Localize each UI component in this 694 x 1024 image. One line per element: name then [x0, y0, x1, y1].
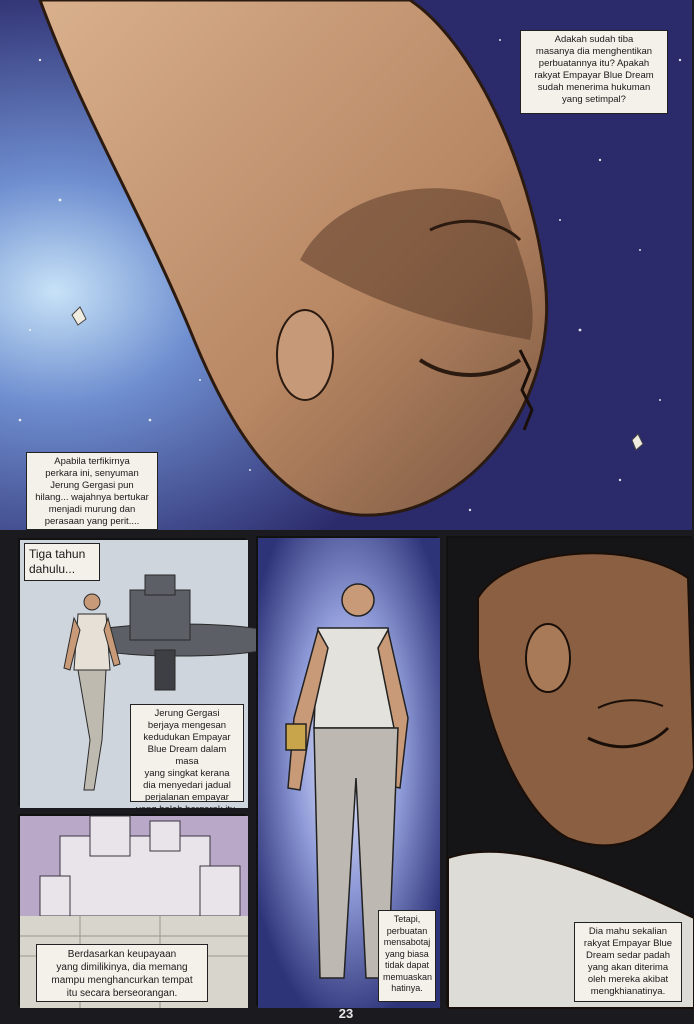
caption-closeup: Dia mahu sekalian rakyat Empayar Blue Dream sedar padah yang akan diterima oleh mereka akibat mengkhianatinya. [574, 922, 682, 1002]
walking-panel [18, 538, 246, 815]
caption-top-right: Adakah sudah tiba masanya dia menghentikan perbuatannya itu? Apakah rakyat Empayar Blue Dream sudah menerima hukuman yang setimpal? [520, 30, 668, 114]
city-panel [18, 814, 246, 1006]
page-number: 23 [338, 1006, 354, 1021]
caption-city: Berdasarkan keupayaan yang dimilikinya, dia memang mampu menghancurkan tempat itu secara berseorangan. [36, 944, 208, 1002]
caption-top-left: Apabila terfikirnya perkara ini, senyuman Jerung Gergasi pun hilang... wajahnya bertukar menjadi murung dan perasaan yang perit.... [26, 452, 158, 530]
caption-time: Tiga tahun dahulu... [24, 543, 100, 581]
closeup-panel [446, 536, 692, 1006]
caption-standing: Tetapi, perbuatan mensabotaj yang biasa tidak dapat memuaskan hatinya. [378, 910, 436, 1002]
standing-panel [256, 536, 438, 1006]
caption-walking: Jerung Gergasi berjaya mengesan kedudukan Empayar Blue Dream dalam masa yang singkat kerana dia menyedari jadual perjalanan empayar yang boleh bergerak itu. [130, 704, 244, 802]
